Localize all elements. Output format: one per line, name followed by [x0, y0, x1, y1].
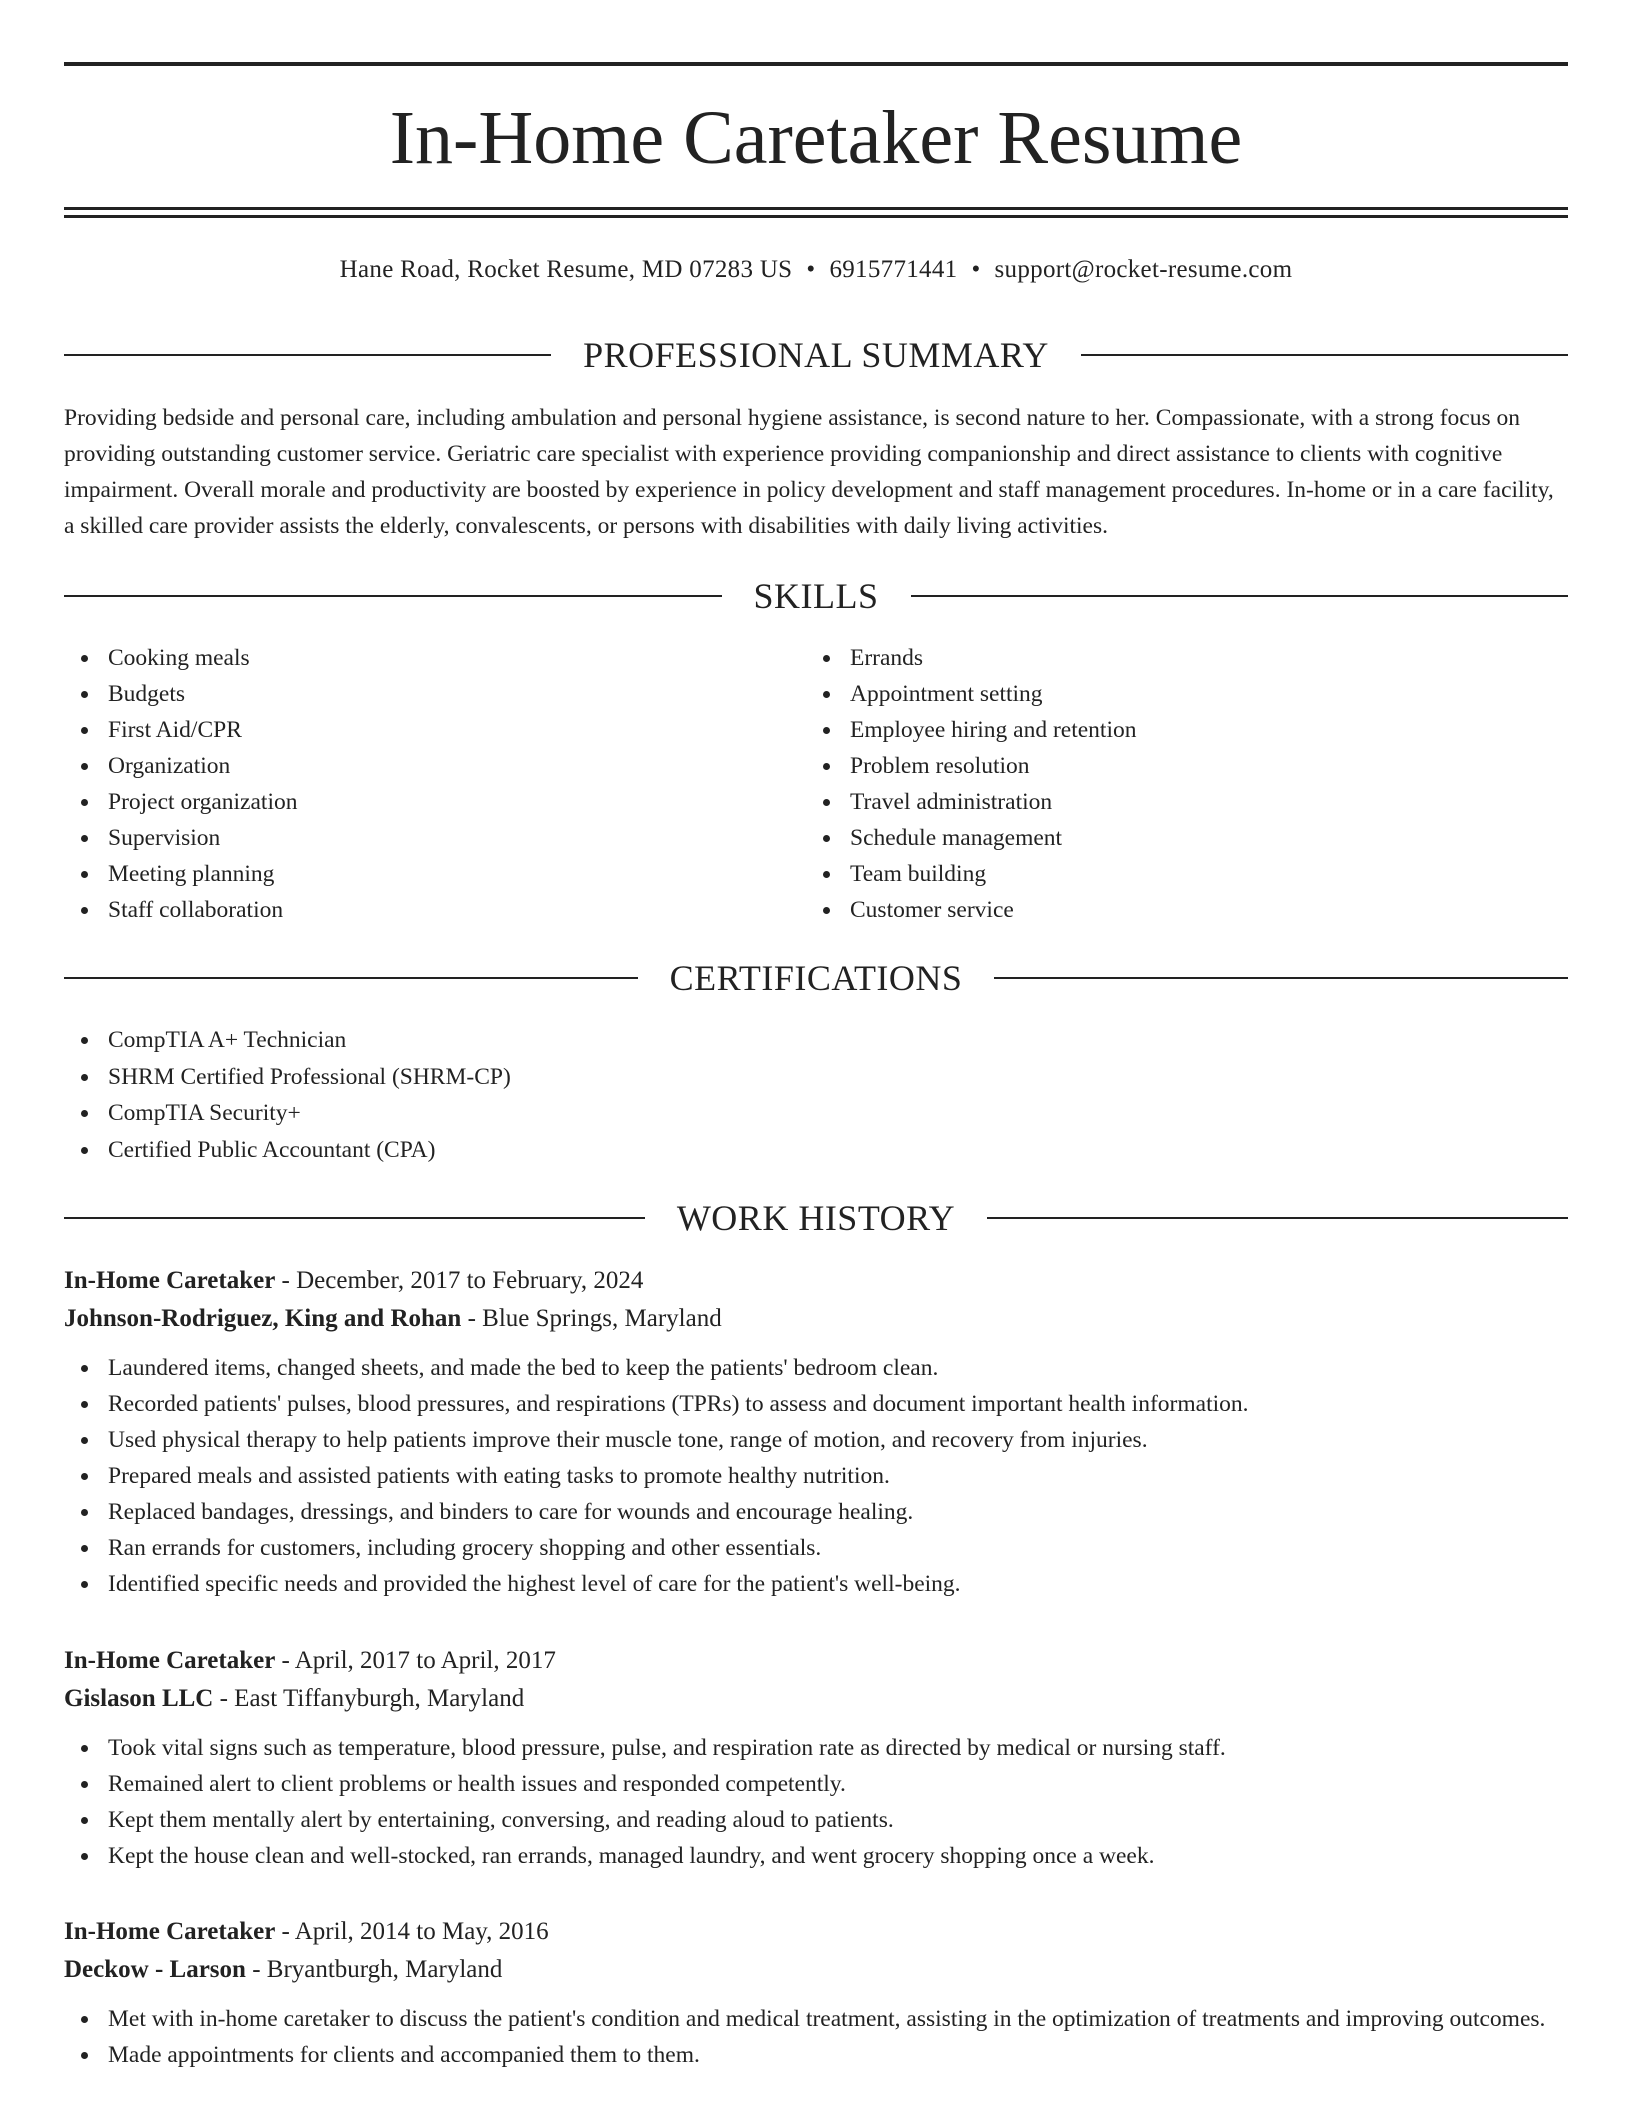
section-heading-certifications [64, 956, 1568, 1000]
job-company-line [64, 1680, 1568, 1718]
skill-item: Employee hiring and retention [806, 712, 1546, 748]
section-heading-work-history [64, 1196, 1568, 1240]
contact-email: support@rocket-resume.com [994, 256, 1293, 283]
job-bullet: Prepared meals and assisted patients with eating tasks to promote healthy nutrition. [64, 1458, 1568, 1494]
summary-text: Providing bedside and personal care, including ambulation and personal hygiene assistance, is second nature to her. Compassionate, with a strong focus on providing outstanding customer service. Geriatric care specialist with experience providing companionship and direct assistance to clients with cognitive impairment. Overall morale and productivity are boosted by experience in policy development and staff management procedures. In-home or in a care facility, a skilled care provider assists the elderly, convalescents, or persons with disabilities with daily living activities. [64, 405, 1554, 539]
job-dates: - December, 2017 to February, 2024 [281, 1267, 644, 1294]
skill-item: Organization [64, 748, 804, 784]
section-title: PROFESSIONAL SUMMARY [583, 335, 1049, 375]
job-title-line [64, 1913, 1568, 1951]
job-dates: - April, 2017 to April, 2017 [281, 1647, 556, 1674]
skill-item: First Aid/CPR [64, 712, 804, 748]
job-bullets [64, 1350, 1568, 1602]
title-double-rule [64, 207, 1568, 218]
job-bullet: Replaced bandages, dressings, and binders to care for wounds and encourage healing. [64, 1494, 1568, 1530]
contact-address: Hane Road, Rocket Resume, MD 07283 US [339, 256, 793, 283]
contact-separator: • [806, 256, 816, 283]
job-title-line [64, 1642, 1568, 1680]
job-bullets [64, 1730, 1568, 1874]
job-location: - East Tiffanyburgh, Maryland [219, 1685, 525, 1712]
section-title: WORK HISTORY [676, 1198, 956, 1238]
contact-separator: • [971, 256, 981, 283]
job-title: In-Home Caretaker [64, 1647, 276, 1674]
skills-list-left [64, 640, 804, 928]
job-company: Deckow - Larson [64, 1956, 246, 1983]
skill-item: Cooking meals [64, 640, 804, 676]
contact-phone: 6915771441 [829, 256, 958, 283]
skill-item: Supervision [64, 820, 804, 856]
section-title: SKILLS [753, 576, 879, 616]
section-title: CERTIFICATIONS [669, 958, 963, 998]
certification-item: CompTIA A+ Technician [64, 1022, 1568, 1059]
skill-item: Appointment setting [806, 676, 1546, 712]
job-entry [64, 1262, 1568, 1602]
job-company: Johnson-Rodriguez, King and Rohan [64, 1305, 462, 1332]
divider [911, 595, 1569, 597]
job-company-line [64, 1951, 1568, 1989]
job-location: - Bryantburgh, Maryland [252, 1956, 503, 1983]
job-bullet: Recorded patients' pulses, blood pressures, and respirations (TPRs) to assess and document important health information. [64, 1386, 1568, 1422]
divider [987, 1217, 1568, 1219]
skill-item: Travel administration [806, 784, 1546, 820]
divider [1081, 354, 1568, 356]
divider [64, 1217, 645, 1219]
skill-item: Customer service [806, 892, 1546, 928]
divider [64, 354, 551, 356]
job-bullet: Remained alert to client problems or health issues and responded competently. [64, 1766, 1568, 1802]
skill-item: Schedule management [806, 820, 1546, 856]
job-title: In-Home Caretaker [64, 1267, 276, 1294]
skills-list-right [806, 640, 1546, 928]
job-company-line [64, 1300, 1568, 1338]
job-bullet: Met with in-home caretaker to discuss the patient's condition and medical treatment, assisting in the optimization of treatments and improving outcomes. [64, 2001, 1568, 2037]
divider [994, 977, 1568, 979]
certification-item: Certified Public Accountant (CPA) [64, 1132, 1568, 1169]
certifications-list [64, 1022, 1568, 1169]
job-bullet: Took vital signs such as temperature, blood pressure, pulse, and respiration rate as directed by medical or nursing staff. [64, 1730, 1568, 1766]
skill-item: Budgets [64, 676, 804, 712]
certification-item: SHRM Certified Professional (SHRM-CP) [64, 1059, 1568, 1096]
job-entry [64, 1642, 1568, 1874]
job-bullet: Laundered items, changed sheets, and made the bed to keep the patients' bedroom clean. [64, 1350, 1568, 1386]
skill-item: Meeting planning [64, 856, 804, 892]
job-location: - Blue Springs, Maryland [467, 1305, 722, 1332]
contact-line [64, 252, 1568, 288]
job-company: Gislason LLC [64, 1685, 214, 1712]
section-heading-skills [64, 574, 1568, 618]
skill-item: Errands [806, 640, 1546, 676]
job-entry [64, 1913, 1568, 2073]
job-title: In-Home Caretaker [64, 1918, 276, 1945]
job-bullet: Kept them mentally alert by entertaining, conversing, and reading aloud to patients. [64, 1802, 1568, 1838]
job-title-line [64, 1262, 1568, 1300]
job-dates: - April, 2014 to May, 2016 [281, 1918, 549, 1945]
divider [64, 595, 722, 597]
skill-item: Staff collaboration [64, 892, 804, 928]
section-heading-summary [64, 333, 1568, 377]
job-bullet: Kept the house clean and well-stocked, ran errands, managed laundry, and went grocery shopping once a week. [64, 1838, 1568, 1874]
skill-item: Project organization [64, 784, 804, 820]
skill-item: Team building [806, 856, 1546, 892]
certification-item: CompTIA Security+ [64, 1095, 1568, 1132]
top-rule [64, 62, 1568, 66]
job-bullet: Identified specific needs and provided the highest level of care for the patient's well-being. [64, 1566, 1568, 1602]
skill-item: Problem resolution [806, 748, 1546, 784]
job-bullet: Ran errands for customers, including grocery shopping and other essentials. [64, 1530, 1568, 1566]
divider [64, 977, 638, 979]
job-bullet: Used physical therapy to help patients improve their muscle tone, range of motion, and recovery from injuries. [64, 1422, 1568, 1458]
job-bullets [64, 2001, 1568, 2073]
job-bullet: Made appointments for clients and accompanied them to them. [64, 2037, 1568, 2073]
resume-title: In-Home Caretaker Resume [389, 96, 1243, 180]
